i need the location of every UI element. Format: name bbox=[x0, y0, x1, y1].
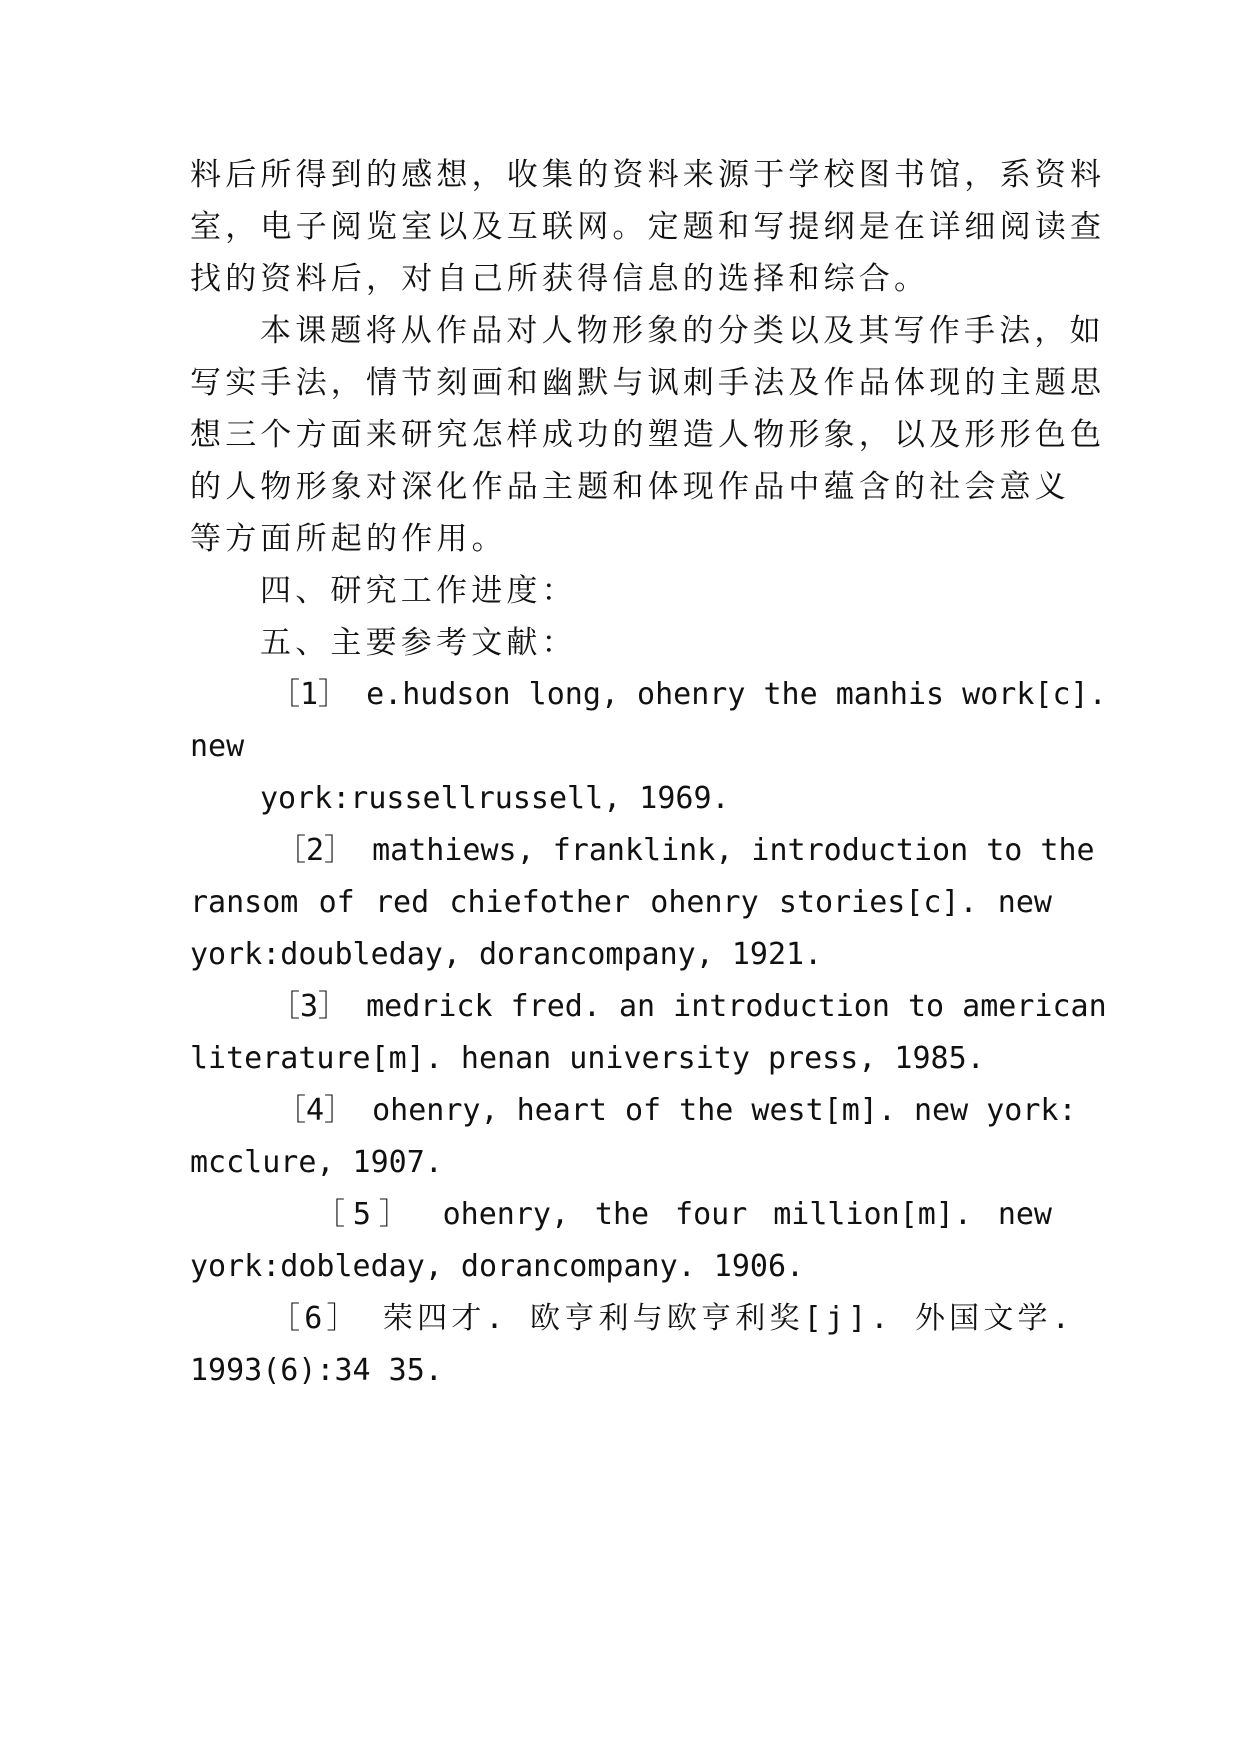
text-line: 写实手法，情节刻画和幽默与讽刺手法及作品体现的主题思 bbox=[190, 365, 1106, 401]
section-heading-references: 五、主要参考文献： bbox=[260, 625, 577, 661]
reference-line: ［6］ 荣四才. 欧亨利与欧亨利奖[j]. 外国文学. bbox=[270, 1301, 1075, 1336]
reference-line: york:russellrussell, 1969. bbox=[260, 781, 730, 816]
text-line: 等方面所起的作用。 bbox=[190, 521, 507, 557]
reference-line: ［3］ medrick fred. an introduction to american bbox=[270, 989, 1107, 1024]
reference-line: literature[m]. henan university press, 1985. bbox=[190, 1041, 985, 1076]
reference-line: ［5］ ohenry, the four million[m]. new bbox=[315, 1197, 1052, 1232]
text-line: 的人物形象对深化作品主题和体现作品中蕴含的社会意义 bbox=[190, 469, 1070, 505]
text-line: 找的资料后，对自己所获得信息的选择和综合。 bbox=[190, 261, 930, 297]
reference-line: york:doubleday, dorancompany, 1921. bbox=[190, 937, 823, 972]
reference-line: ［2］ mathiews, franklink, introduction to the bbox=[276, 833, 1095, 868]
reference-line: 1993(6):34 35. bbox=[190, 1353, 443, 1388]
reference-line: ［4］ ohenry, heart of the west[m]. new york: bbox=[276, 1093, 1077, 1128]
reference-line: ransom of red chiefother ohenry stories[c]. new bbox=[190, 885, 1052, 920]
text-line: 室，电子阅览室以及互联网。定题和写提纲是在详细阅读查 bbox=[190, 209, 1106, 245]
reference-line: mcclure, 1907. bbox=[190, 1145, 443, 1180]
reference-line: new bbox=[190, 729, 245, 764]
reference-line: york:dobleday, dorancompany. 1906. bbox=[190, 1249, 805, 1284]
section-heading-progress: 四、研究工作进度： bbox=[260, 573, 577, 609]
reference-line: ［1］ e.hudson long, ohenry the manhis work[c]. bbox=[270, 677, 1107, 712]
text-line: 想三个方面来研究怎样成功的塑造人物形象，以及形形色色 bbox=[190, 417, 1106, 453]
text-line: 本课题将从作品对人物形象的分类以及其写作手法，如 bbox=[260, 313, 1105, 349]
text-line: 料后所得到的感想，收集的资料来源于学校图书馆，系资料 bbox=[190, 157, 1106, 193]
